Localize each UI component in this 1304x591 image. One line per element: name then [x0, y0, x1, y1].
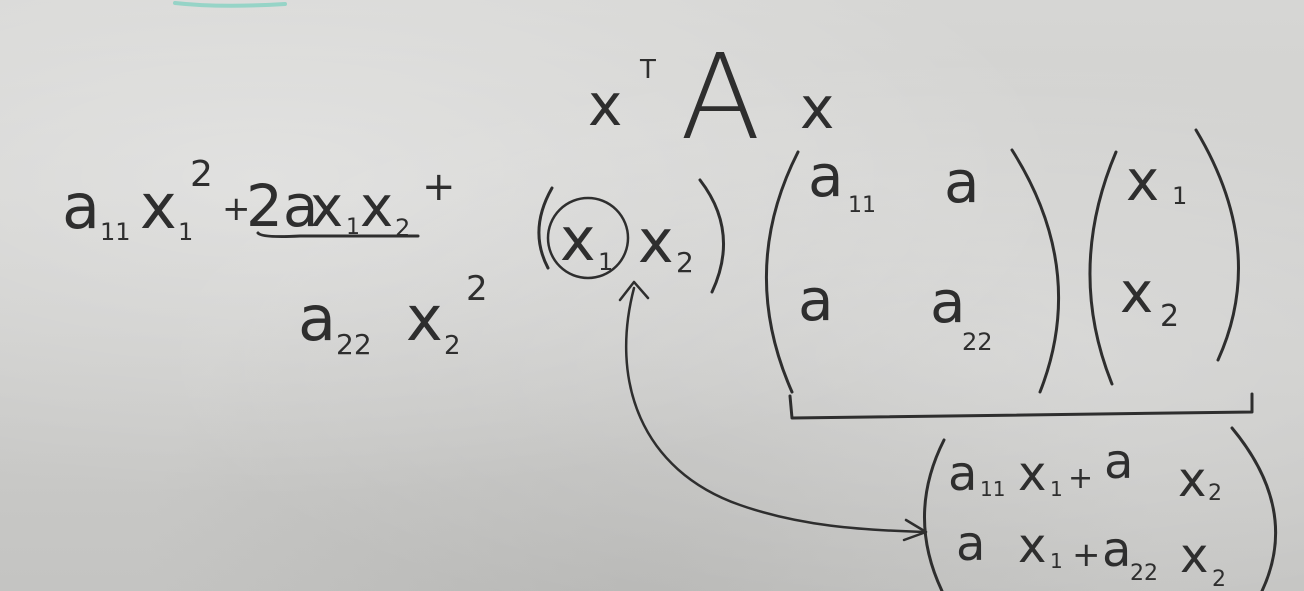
marker-smudge — [175, 3, 285, 6]
plus-1: + — [222, 189, 251, 229]
term3-coeff-sub: 22 — [336, 328, 372, 361]
term2-var1-sub: 1 — [346, 215, 360, 240]
title-x-second: x — [800, 74, 835, 142]
term3-coeff: a — [298, 282, 336, 355]
matrix-a11-sub: 11 — [848, 193, 876, 218]
product-row1-y-sub: 2 — [1208, 481, 1222, 506]
term2-coeff: 2a — [246, 172, 319, 240]
term1-coeff-sub: 11 — [100, 218, 131, 246]
product-row1-b: a — [1104, 434, 1134, 490]
product-row1-x-sub: 1 — [1050, 477, 1063, 501]
product-row1-a: a — [948, 446, 978, 502]
title-transpose: T — [640, 55, 656, 85]
matrix-left-paren — [766, 152, 798, 392]
product-row2-b: a — [1102, 522, 1132, 578]
row-x2-sub: 2 — [676, 246, 694, 279]
term3-var-sub: 2 — [444, 331, 461, 361]
title-matrix-a: A — [680, 28, 761, 166]
product-row2-plus: + — [1072, 535, 1101, 575]
plus-2: + — [422, 164, 456, 210]
term2-var1: x — [310, 175, 344, 240]
term1-var: x — [140, 170, 177, 243]
matrix-a21: a — [798, 266, 834, 334]
product-row2-b-sub: 22 — [1130, 561, 1158, 586]
row-vector-right-paren — [700, 180, 724, 292]
product-row2-y: x — [1180, 528, 1209, 584]
product-left-paren — [924, 440, 944, 591]
column-x2-sub: 2 — [1160, 299, 1180, 334]
matrix-a12: a — [944, 148, 980, 216]
column-left-paren — [1090, 152, 1116, 384]
title-x: x — [588, 71, 623, 139]
term2-var2-sub: 2 — [395, 214, 411, 242]
product-bracket — [790, 394, 1252, 418]
column-right-paren — [1196, 130, 1238, 360]
column-x2: x — [1120, 261, 1154, 326]
term3-var: x — [406, 282, 443, 355]
product-row2-y-sub: 2 — [1212, 567, 1226, 591]
term1-exp: 2 — [190, 154, 213, 195]
product-right-paren — [1232, 428, 1276, 591]
term2-var2: x — [360, 175, 394, 240]
row-x1-sub: 1 — [598, 248, 614, 276]
column-vector — [1120, 149, 1187, 334]
term1-coeff: a — [62, 170, 100, 243]
matrix-a11: a — [808, 142, 844, 210]
row-x1: x — [560, 205, 596, 275]
title-expression — [588, 28, 834, 166]
matrix-a22: a — [930, 268, 966, 336]
product-row2-a: a — [956, 516, 986, 572]
product-row1-a-sub: 11 — [980, 477, 1006, 501]
column-x1: x — [1126, 149, 1160, 214]
matrix-a22-sub: 22 — [962, 328, 993, 356]
term1-var-sub: 1 — [178, 218, 194, 246]
product-vector — [948, 434, 1226, 591]
product-row1-y: x — [1178, 452, 1207, 508]
product-row1-plus: + — [1068, 461, 1094, 496]
matrix-right-paren — [1012, 150, 1059, 392]
row-x2: x — [638, 207, 674, 277]
link-arrow — [626, 288, 924, 532]
product-row1-x: x — [1018, 446, 1047, 502]
column-x1-sub: 1 — [1172, 182, 1188, 210]
left-expression — [62, 154, 488, 361]
product-row2-x-sub: 1 — [1050, 549, 1063, 573]
link-arrow-head-right — [904, 520, 926, 540]
matrix-entries — [798, 142, 993, 356]
product-row2-x: x — [1018, 518, 1047, 574]
ink-writing — [62, 28, 1276, 591]
term3-exp: 2 — [466, 269, 488, 309]
